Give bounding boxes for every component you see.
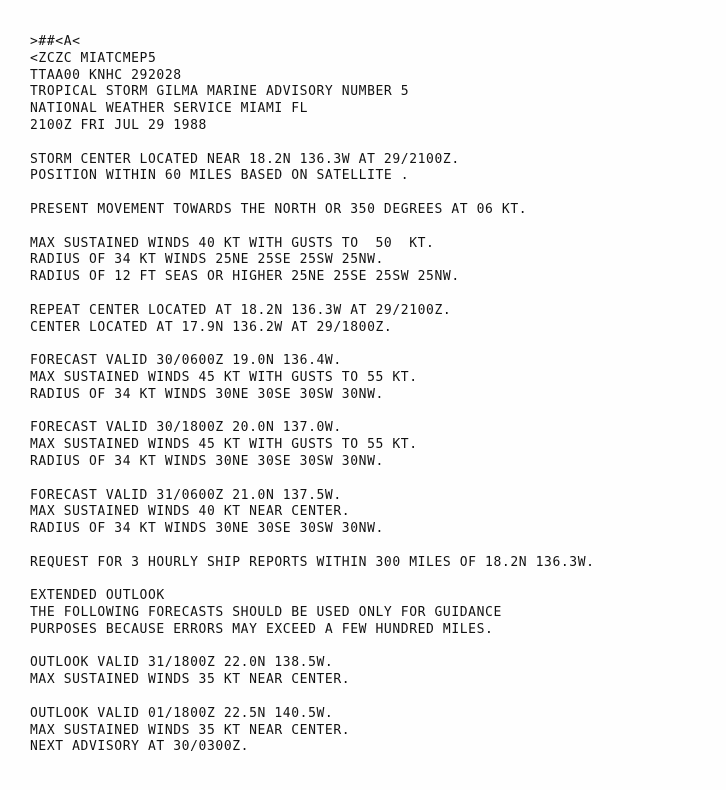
guidance-note-line: PURPOSES BECAUSE ERRORS MAY EXCEED A FEW HUNDRED MILES. [30, 621, 494, 637]
forecast-radius-line: RADIUS OF 34 KT WINDS 30NE 30SE 30SW 30NW. [30, 453, 384, 469]
forecast-winds-line: MAX SUSTAINED WINDS 45 KT WITH GUSTS TO 55 KT. [30, 437, 418, 453]
movement-section [30, 202, 720, 219]
outlook-valid-line: OUTLOOK VALID 31/1800Z 22.0N 138.5W. [30, 655, 334, 671]
marine-advisory-text [30, 34, 720, 773]
outlook-section-2 [30, 706, 720, 756]
forecast-valid-line: FORECAST VALID 30/0600Z 19.0N 136.4W. [30, 353, 342, 369]
extended-outlook-section [30, 588, 720, 638]
forecast-section-1 [30, 353, 720, 403]
ship-reports-section [30, 555, 720, 572]
position-accuracy-line: POSITION WITHIN 60 MILES BASED ON SATELLITE . [30, 168, 410, 184]
guidance-note-line: THE FOLLOWING FORECASTS SHOULD BE USED ONLY FOR GUIDANCE [30, 605, 502, 621]
forecast-section-2 [30, 420, 720, 470]
storm-center-line: STORM CENTER LOCATED NEAR 18.2N 136.3W AT 29/2100Z. [30, 151, 460, 167]
winds-section [30, 236, 720, 286]
movement-line: PRESENT MOVEMENT TOWARDS THE NORTH OR 350 DEGREES AT 06 KT. [30, 201, 528, 217]
forecast-valid-line: FORECAST VALID 31/0600Z 21.0N 137.5W. [30, 487, 342, 503]
seas-radius-line: RADIUS OF 12 FT SEAS OR HIGHER 25NE 25SE 25SW 25NW. [30, 269, 460, 285]
ship-reports-request-line: REQUEST FOR 3 HOURLY SHIP REPORTS WITHIN 300 MILES OF 18.2N 136.3W. [30, 554, 595, 570]
product-code: <ZCZC MIATCMEP5 [30, 50, 157, 66]
extended-outlook-heading: EXTENDED OUTLOOK [30, 588, 165, 604]
forecast-valid-line: FORECAST VALID 30/1800Z 20.0N 137.0W. [30, 420, 342, 436]
forecast-section-3 [30, 488, 720, 538]
storm-center-section [30, 152, 720, 186]
next-advisory-line: NEXT ADVISORY AT 30/0300Z. [30, 739, 250, 755]
outlook-winds-line: MAX SUSTAINED WINDS 35 KT NEAR CENTER. [30, 672, 351, 688]
repeat-center-section [30, 303, 720, 337]
advisory-header [30, 34, 720, 135]
issuing-office: NATIONAL WEATHER SERVICE MIAMI FL [30, 101, 309, 117]
transmission-code: >##<A< [30, 34, 81, 49]
outlook-winds-line: MAX SUSTAINED WINDS 35 KT NEAR CENTER. [30, 722, 351, 738]
wind-radius-line: RADIUS OF 34 KT WINDS 25NE 25SE 25SW 25NW. [30, 252, 384, 268]
forecast-winds-line: MAX SUSTAINED WINDS 40 KT NEAR CENTER. [30, 504, 351, 520]
forecast-winds-line: MAX SUSTAINED WINDS 45 KT WITH GUSTS TO 55 KT. [30, 369, 418, 385]
issue-time: 2100Z FRI JUL 29 1988 [30, 117, 207, 133]
repeat-center-line: REPEAT CENTER LOCATED AT 18.2N 136.3W AT 29/2100Z. [30, 302, 452, 318]
wmo-header: TTAA00 KNHC 292028 [30, 67, 182, 83]
advisory-title: TROPICAL STORM GILMA MARINE ADVISORY NUMBER 5 [30, 84, 410, 100]
outlook-valid-line: OUTLOOK VALID 01/1800Z 22.5N 140.5W. [30, 705, 334, 721]
prior-center-line: CENTER LOCATED AT 17.9N 136.2W AT 29/1800Z. [30, 319, 393, 335]
forecast-radius-line: RADIUS OF 34 KT WINDS 30NE 30SE 30SW 30NW. [30, 386, 384, 402]
outlook-section-1 [30, 655, 720, 689]
max-winds-line: MAX SUSTAINED WINDS 40 KT WITH GUSTS TO 50 KT. [30, 235, 435, 251]
forecast-radius-line: RADIUS OF 34 KT WINDS 30NE 30SE 30SW 30NW. [30, 521, 384, 537]
